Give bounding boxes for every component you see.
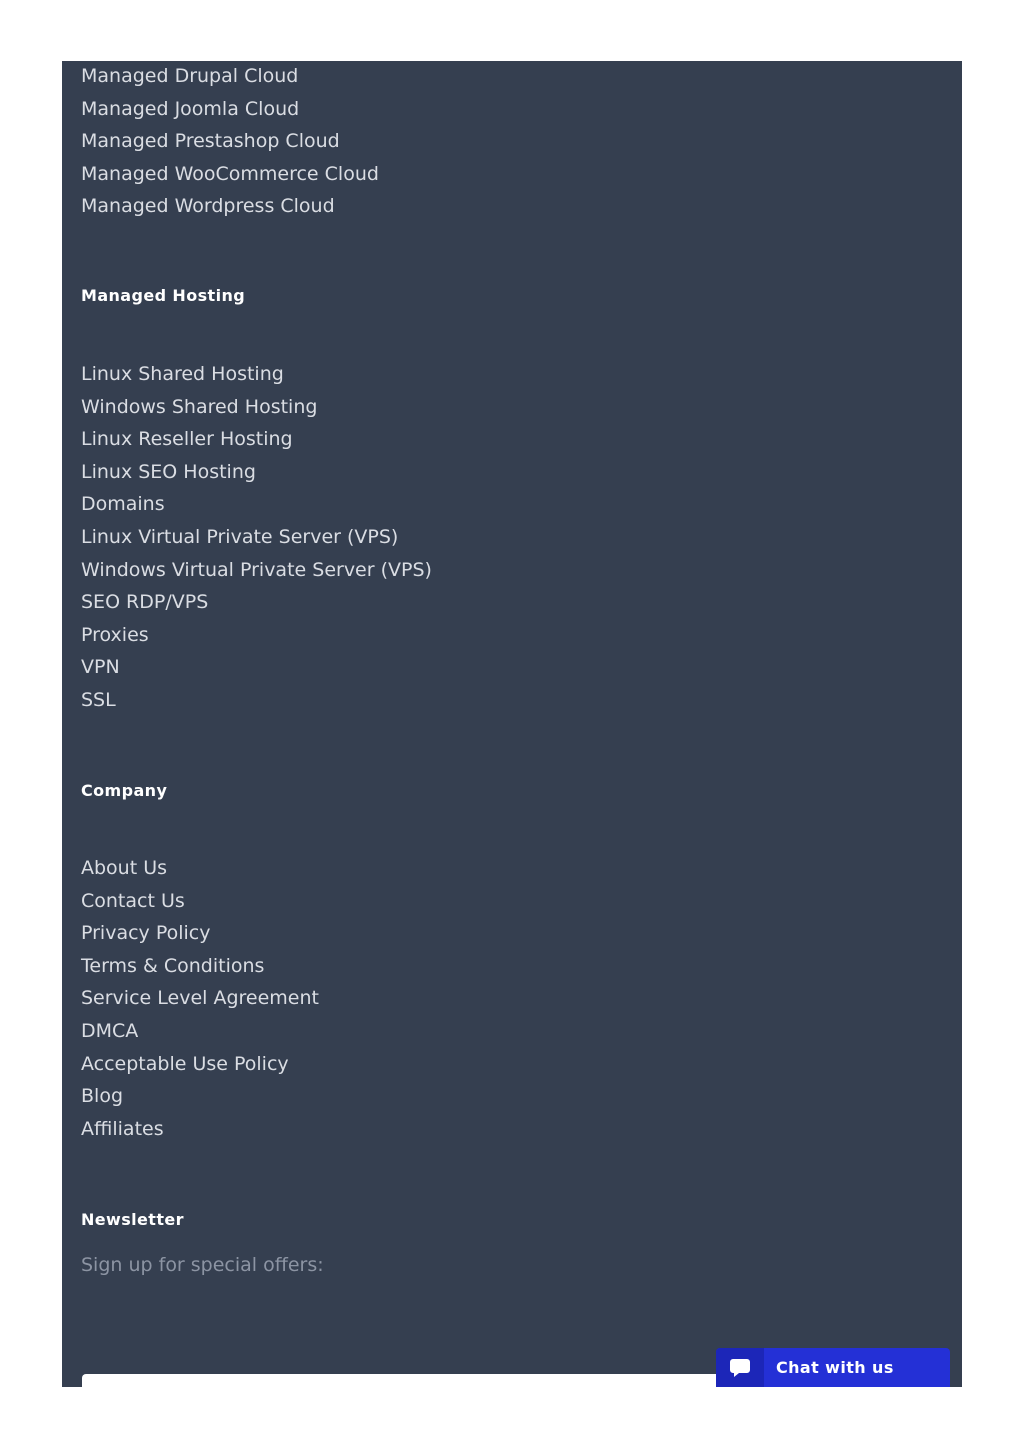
link-affiliates[interactable]: Affiliates [81, 1117, 164, 1140]
list-item [81, 521, 432, 554]
link-linux-reseller-hosting[interactable]: Linux Reseller Hosting [81, 428, 293, 451]
link-about-us[interactable]: About Us [81, 857, 168, 879]
chat-bubble-icon [729, 1357, 751, 1379]
link-blog[interactable]: Blog [81, 1085, 123, 1108]
list-item [81, 651, 432, 684]
link-contact-us[interactable]: Contact Us [81, 889, 185, 912]
chat-button-label: Chat with us [776, 1358, 894, 1377]
link-vpn[interactable]: VPN [81, 656, 120, 679]
link-linux-shared-hosting[interactable]: Linux Shared Hosting [81, 363, 284, 385]
list-item [81, 61, 379, 93]
list-item [81, 358, 432, 391]
link-ssl[interactable]: SSL [81, 688, 116, 711]
link-managed-drupal-cloud[interactable]: Managed Drupal Cloud [81, 65, 299, 87]
managed-hosting-heading: Managed Hosting [81, 286, 246, 305]
link-domains[interactable]: Domains [81, 493, 165, 516]
link-windows-shared-hosting[interactable]: Windows Shared Hosting [81, 395, 318, 418]
link-managed-woocommerce-cloud[interactable]: Managed WooCommerce Cloud [81, 162, 379, 185]
list-item [81, 423, 432, 456]
list-item [81, 619, 432, 652]
company-link-list [81, 852, 319, 1145]
list-item [81, 391, 432, 424]
list-item [81, 158, 379, 191]
chat-icon-container [716, 1348, 764, 1387]
list-item [81, 1015, 319, 1048]
list-item [81, 554, 432, 587]
link-windows-vps[interactable]: Windows Virtual Private Server (VPS) [81, 558, 432, 581]
list-item [81, 125, 379, 158]
link-proxies[interactable]: Proxies [81, 623, 149, 646]
newsletter-description: Sign up for special offers: [81, 1254, 324, 1276]
list-item [81, 1113, 319, 1146]
list-item [81, 456, 432, 489]
managed-cloud-link-list [81, 61, 379, 223]
list-item [81, 190, 379, 223]
link-managed-wordpress-cloud[interactable]: Managed Wordpress Cloud [81, 195, 335, 218]
list-item [81, 950, 319, 983]
link-linux-seo-hosting[interactable]: Linux SEO Hosting [81, 460, 256, 483]
company-heading: Company [81, 781, 168, 800]
link-service-level-agreement[interactable]: Service Level Agreement [81, 987, 319, 1010]
list-item [81, 1080, 319, 1113]
link-terms-conditions[interactable]: Terms & Conditions [81, 954, 265, 977]
list-item [81, 917, 319, 950]
managed-hosting-link-list [81, 358, 432, 717]
list-item [81, 684, 432, 717]
newsletter-email-input[interactable] [82, 1374, 722, 1387]
link-seo-rdp-vps[interactable]: SEO RDP/VPS [81, 591, 209, 614]
link-linux-vps[interactable]: Linux Virtual Private Server (VPS) [81, 525, 399, 548]
link-privacy-policy[interactable]: Privacy Policy [81, 922, 211, 945]
list-item [81, 488, 432, 521]
newsletter-heading: Newsletter [81, 1210, 184, 1229]
list-item [81, 586, 432, 619]
link-acceptable-use-policy[interactable]: Acceptable Use Policy [81, 1052, 289, 1075]
link-managed-joomla-cloud[interactable]: Managed Joomla Cloud [81, 97, 300, 120]
list-item [81, 852, 319, 885]
chat-with-us-button[interactable] [716, 1348, 950, 1387]
list-item [81, 885, 319, 918]
link-dmca[interactable]: DMCA [81, 1019, 139, 1042]
site-footer [62, 61, 962, 1387]
list-item [81, 982, 319, 1015]
list-item [81, 93, 379, 126]
link-managed-prestashop-cloud[interactable]: Managed Prestashop Cloud [81, 130, 340, 153]
list-item [81, 1048, 319, 1081]
